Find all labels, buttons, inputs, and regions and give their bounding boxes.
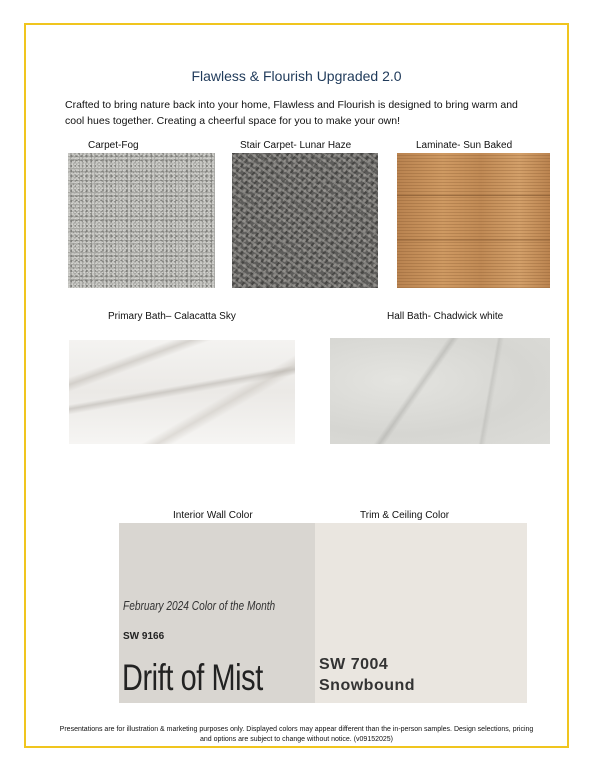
laminate-swatch (397, 153, 550, 288)
page-title: Flawless & Flourish Upgraded 2.0 (191, 68, 402, 84)
trim-ceiling-label: Trim & Ceiling Color (360, 510, 450, 521)
interior-color-name: Drift of Mist (122, 657, 263, 698)
color-of-month-text: February 2024 Color of the Month (123, 598, 276, 613)
trim-color-code: SW 7004 (319, 656, 389, 673)
snowbound-swatch (315, 523, 527, 703)
trim-color-name: Snowbound (319, 677, 416, 694)
carpet-label: Carpet-Fog (88, 140, 139, 151)
stair-carpet-label: Stair Carpet- Lunar Haze (240, 140, 352, 151)
carpet-fog-swatch (68, 153, 215, 288)
calacatta-sky-swatch (69, 340, 295, 444)
primary-bath-label: Primary Bath– Calacatta Sky (108, 311, 236, 322)
interior-wall-label: Interior Wall Color (173, 510, 253, 521)
intro-paragraph: Crafted to bring nature back into your home, Flawless and Flourish is designed to bring warm and cool hues together. Creating a cheerful space for you to make your own! (65, 99, 518, 127)
laminate-label: Laminate- Sun Baked (416, 140, 513, 151)
chadwick-white-swatch (330, 338, 550, 444)
hall-bath-label: Hall Bath- Chadwick white (387, 311, 504, 322)
interior-color-code: SW 9166 (123, 631, 165, 642)
disclaimer-footer: Presentations are for illustration & marketing purposes only. Displayed colors may appear different than the in-person samples. Design selections, pricing and options are subject to change without notice. (v09152025) (59, 726, 534, 743)
stair-carpet-swatch (232, 153, 378, 288)
